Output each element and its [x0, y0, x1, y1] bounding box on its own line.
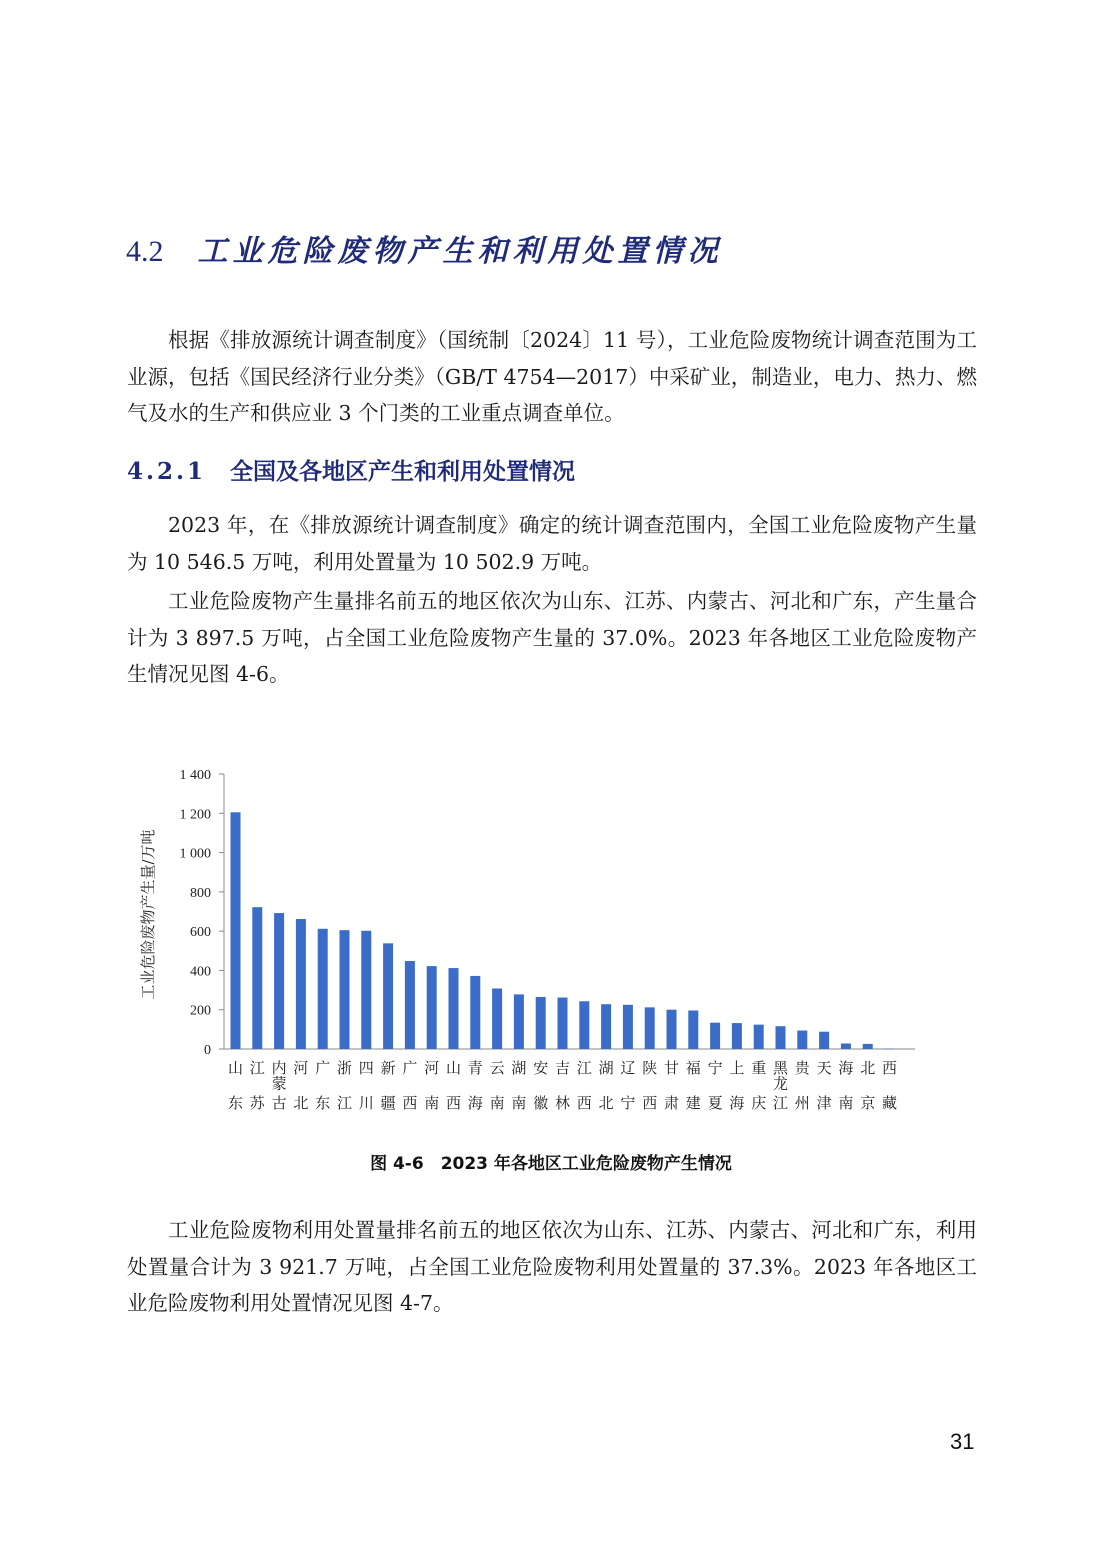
- y-tick-label: 1 400: [179, 768, 211, 783]
- x-tick-label: 天津: [816, 1059, 832, 1112]
- x-tick-label: 上海: [729, 1059, 745, 1112]
- y-tick-label: 1 000: [179, 846, 211, 862]
- y-tick-label: 800: [190, 885, 211, 901]
- y-tick-label: 600: [190, 925, 211, 941]
- subsection-title: 全国及各地区产生和利用处置情况: [230, 458, 576, 485]
- y-axis-title: 工业危险废物产生量/万吨: [139, 829, 157, 1000]
- bar-宁夏: [710, 1023, 720, 1049]
- x-tick-label: 陕西: [642, 1059, 658, 1112]
- x-tick-label: 浙江: [336, 1059, 353, 1112]
- section-heading: [126, 226, 723, 270]
- bar-湖南: [514, 994, 524, 1049]
- bar-内蒙古: [274, 913, 284, 1049]
- x-tick-label: 江西: [576, 1059, 592, 1112]
- bar-安徽: [536, 997, 546, 1049]
- x-tick-label: 北京: [860, 1059, 876, 1112]
- bar-海南: [841, 1044, 851, 1050]
- bar-山东: [231, 812, 241, 1049]
- x-tick-label: 山西: [445, 1059, 462, 1112]
- bar-四川: [361, 931, 371, 1049]
- paragraph-top-five-utilization: 工业危险废物利用处置量排名前五的地区依次为山东、江苏、内蒙古、河北和广东，利用处置量合计为 3 921.7 万吨，占全国工业危险废物利用处置量的 37.3%。2023 年各地区工业危险废物利用处置情况见图 4-7。: [127, 1218, 977, 1315]
- paragraph-production-total: 2023 年，在《排放源统计调查制度》确定的统计调查范围内，全国工业危险废物产生量为 10 546.5 万吨，利用处置量为 10 502.9 万吨。: [127, 513, 977, 574]
- bar-江西: [579, 1001, 589, 1049]
- bar-上海: [732, 1023, 742, 1049]
- bar-新疆: [383, 943, 393, 1049]
- y-tick-label: 400: [190, 964, 211, 980]
- bar-云南: [492, 989, 502, 1050]
- x-tick-label: 贵州: [794, 1059, 810, 1112]
- bar-贵州: [797, 1031, 807, 1049]
- bar-重庆: [754, 1025, 764, 1049]
- bar-天津: [819, 1032, 829, 1049]
- x-tick-label: 新疆: [380, 1059, 396, 1112]
- bar-福建: [688, 1011, 698, 1050]
- bar-湖北: [601, 1004, 611, 1049]
- bar-江苏: [252, 907, 262, 1049]
- subsection-heading: [127, 453, 575, 486]
- bar-甘肃: [667, 1010, 677, 1049]
- x-tick-label: 湖北: [598, 1059, 614, 1112]
- bar-浙江: [340, 930, 350, 1049]
- x-tick-label: 甘肃: [663, 1059, 680, 1112]
- figure-caption: 图 4-6 2023 年各地区工业危险废物产生情况: [370, 1154, 732, 1174]
- paragraph-top-five-production: 工业危险废物产生量排名前五的地区依次为山东、江苏、内蒙古、河北和广东，产生量合计为 3 897.5 万吨，占全国工业危险废物产生量的 37.0%。2023 年各地区工业危险废物产生情况见图 4-6。: [127, 589, 977, 686]
- x-tick-label: 宁夏: [707, 1059, 723, 1112]
- page-number: 31: [950, 1429, 975, 1454]
- x-tick-label: 云南: [489, 1059, 505, 1112]
- x-tick-label: 江苏: [249, 1059, 265, 1112]
- x-tick-label: 山东: [227, 1059, 244, 1112]
- bar-北京: [863, 1044, 873, 1049]
- bar-吉林: [558, 998, 568, 1049]
- y-tick-label: 1 200: [179, 807, 211, 823]
- subsection-number: 4.2.1: [127, 458, 207, 485]
- x-tick-label: 内蒙古: [271, 1059, 287, 1112]
- production-bar-chart: [125, 760, 925, 1122]
- bar-河北: [296, 919, 306, 1049]
- bar-山西: [449, 968, 459, 1049]
- x-tick-label: 河南: [424, 1059, 440, 1112]
- x-tick-label: 广西: [402, 1059, 418, 1112]
- x-tick-label: 海南: [838, 1059, 854, 1112]
- x-tick-label: 安徽: [533, 1059, 549, 1112]
- bar-陕西: [645, 1007, 655, 1049]
- x-tick-label: 四川: [358, 1059, 374, 1112]
- x-tick-label: 吉林: [554, 1059, 571, 1112]
- section-title: 工业危险废物产生和利用处置情况: [197, 234, 723, 269]
- x-tick-label: 湖南: [511, 1059, 527, 1112]
- bar-广东: [318, 929, 328, 1049]
- intro-paragraph: 根据《排放源统计调查制度》（国统制〔2024〕11 号），工业危险废物统计调查范围为工业源，包括《国民经济行业分类》（GB/T 4754—2017）中采矿业，制造业，电力、热力、燃气及水的生产和供应业 3 个门类的工业重点调查单位。: [127, 328, 977, 425]
- bar-黑龙江: [776, 1026, 786, 1049]
- x-tick-label: 青海: [467, 1059, 483, 1112]
- section-number: 4.2: [126, 235, 164, 268]
- bar-河南: [427, 966, 437, 1049]
- bar-广西: [405, 961, 415, 1049]
- bar-青海: [470, 976, 480, 1049]
- bar-西藏: [885, 1049, 895, 1050]
- x-tick-label: 河北: [293, 1059, 309, 1112]
- x-tick-label: 西藏: [881, 1059, 898, 1112]
- x-tick-label: 重庆: [751, 1059, 767, 1112]
- y-tick-label: 0: [204, 1043, 211, 1058]
- x-tick-label: 广东: [315, 1059, 331, 1112]
- bar-辽宁: [623, 1005, 633, 1049]
- x-tick-label: 辽宁: [620, 1059, 636, 1112]
- y-tick-label: 200: [190, 1003, 211, 1019]
- x-tick-label: 黑龙江: [772, 1059, 789, 1112]
- x-tick-label: 福建: [685, 1059, 701, 1112]
